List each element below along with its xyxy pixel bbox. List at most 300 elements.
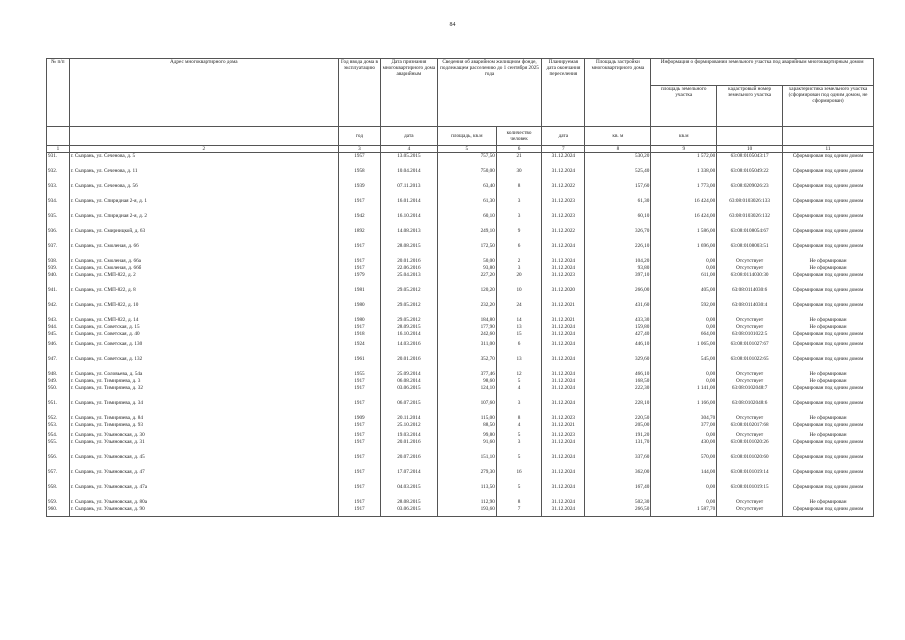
header-address: Адрес многоквартирного дома <box>69 59 338 127</box>
row-planned-date: 31.12.2024 <box>542 385 585 400</box>
row-planned-date: 31.12.2024 <box>542 400 585 415</box>
row-area: 50,00 <box>437 258 496 265</box>
row-cadastral: Отсутствует <box>717 415 783 422</box>
row-number: 960. <box>47 506 70 517</box>
row-recognition-date: 29.05.2012 <box>380 302 437 317</box>
row-land-area: 1 572,00 <box>651 153 717 169</box>
table-row <box>47 378 874 385</box>
row-number: 946. <box>47 341 70 356</box>
row-people: 12 <box>496 371 541 378</box>
emergency-housing-table <box>46 58 874 517</box>
row-year: 1917 <box>338 432 380 439</box>
row-address: г. Сызрань, ул. Спиридная 2-я, д. 2 <box>69 213 338 228</box>
row-year: 1980 <box>338 302 380 317</box>
row-cadastral: Отсутствует <box>717 324 783 331</box>
row-planned-date: 31.12.2024 <box>542 371 585 378</box>
unit-count: количество человек <box>496 127 541 146</box>
row-land-area: 545,00 <box>651 356 717 371</box>
row-characteristic: Сформирован под одним домом <box>783 243 874 258</box>
row-built-area: 157,60 <box>585 183 651 198</box>
row-characteristic: Сформирован под одним домом <box>783 168 874 183</box>
row-people: 13 <box>496 324 541 331</box>
row-characteristic: Не сформирован <box>783 378 874 385</box>
row-people: 4 <box>496 385 541 400</box>
row-number: 931. <box>47 153 70 169</box>
row-characteristic: Сформирован под одним домом <box>783 454 874 469</box>
row-recognition-date: 14.08.2013 <box>380 228 437 243</box>
row-number: 940. <box>47 272 70 287</box>
row-area: 115,00 <box>437 415 496 422</box>
row-built-area: 326,70 <box>585 228 651 243</box>
row-land-area: 1 338,00 <box>651 168 717 183</box>
unit-planned: дата <box>542 127 585 146</box>
row-cadastral: 63:08:0101020:60 <box>717 454 783 469</box>
row-area: 279,30 <box>437 469 496 484</box>
row-year: 1917 <box>338 469 380 484</box>
row-year: 1917 <box>338 484 380 499</box>
row-people: 14 <box>496 317 541 324</box>
row-built-area: 104,20 <box>585 258 651 265</box>
row-land-area: 377,00 <box>651 422 717 432</box>
row-number: 953. <box>47 422 70 432</box>
row-planned-date: 31.12.2022 <box>542 183 585 198</box>
row-planned-date: 31.12.2024 <box>542 378 585 385</box>
row-people: 5 <box>496 484 541 499</box>
row-address: г. Сызрань, ул. Советская, д. 132 <box>69 356 338 371</box>
row-recognition-date: 20.11.2014 <box>380 415 437 422</box>
row-planned-date: 31.12.2024 <box>542 168 585 183</box>
row-number: 950. <box>47 385 70 400</box>
row-address: г. Сызрань, ул. Тимирязева, д. 3 <box>69 378 338 385</box>
row-cadastral: 63:08:0101022:5 <box>717 331 783 341</box>
row-number: 936. <box>47 228 70 243</box>
table-row <box>47 331 874 341</box>
row-built-area: 530,20 <box>585 153 651 169</box>
row-characteristic: Сформирован под одним домом <box>783 439 874 454</box>
row-cadastral: Отсутствует <box>717 265 783 272</box>
row-recognition-date: 17.07.2014 <box>380 469 437 484</box>
row-built-area: 226,10 <box>585 243 651 258</box>
header-land-info: Информация о формировании земельного участка под аварийным многоквартирным домом <box>651 59 874 86</box>
row-land-area: 16 424,00 <box>651 198 717 213</box>
table-row <box>47 198 874 213</box>
row-address: г. Сызрань, ул. Тимирязева, д. 32 <box>69 385 338 400</box>
unit-num <box>47 127 70 146</box>
row-address: г. Сызрань, ул. Тимирязева, д. 34 <box>69 400 338 415</box>
row-number: 932. <box>47 168 70 183</box>
row-cadastral: 63:08:0101027:67 <box>717 341 783 356</box>
row-characteristic: Сформирован под одним домом <box>783 198 874 213</box>
row-area: 88,50 <box>437 422 496 432</box>
table-row <box>47 228 874 243</box>
row-land-area: 1 773,00 <box>651 183 717 198</box>
row-cadastral: Отсутствует <box>717 506 783 517</box>
row-area: 99,80 <box>437 432 496 439</box>
row-cadastral: 63:08:0102048:7 <box>717 385 783 400</box>
row-area: 750,00 <box>437 168 496 183</box>
row-address: г. Сызрань, ул. СМП-822, д. 14 <box>69 317 338 324</box>
row-area: 98,60 <box>437 378 496 385</box>
row-area: 107,60 <box>437 400 496 415</box>
row-built-area: 431,60 <box>585 302 651 317</box>
row-recognition-date: 10.04.2014 <box>380 168 437 183</box>
row-cadastral: 63:08:0105043:17 <box>717 153 783 169</box>
row-recognition-date: 20.07.2016 <box>380 454 437 469</box>
row-area: 249,10 <box>437 228 496 243</box>
row-planned-date: 31.12.2024 <box>542 454 585 469</box>
row-characteristic: Сформирован под одним домом <box>783 153 874 169</box>
row-characteristic: Сформирован под одним домом <box>783 287 874 302</box>
row-characteristic: Не сформирован <box>783 265 874 272</box>
row-built-area: 266,50 <box>585 506 651 517</box>
row-recognition-date: 20.01.2016 <box>380 439 437 454</box>
row-year: 1917 <box>338 422 380 432</box>
row-recognition-date: 07.11.2013 <box>380 183 437 198</box>
unit-cadastral <box>717 127 783 146</box>
table-row <box>47 272 874 287</box>
table-row <box>47 258 874 265</box>
col-number: 6 <box>496 146 541 153</box>
row-built-area: 337,60 <box>585 454 651 469</box>
row-address: г. Сызрань, ул. Сеченова, д. 56 <box>69 183 338 198</box>
unit-built: кв. м <box>585 127 651 146</box>
row-recognition-date: 28.08.2015 <box>380 499 437 506</box>
row-recognition-date: 16.01.2014 <box>380 198 437 213</box>
row-area: 113,50 <box>437 484 496 499</box>
row-planned-date: 31.12.2023 <box>542 272 585 287</box>
row-planned-date: 31.12.2024 <box>542 341 585 356</box>
row-land-area: 430,00 <box>651 439 717 454</box>
row-planned-date: 31.12.2024 <box>542 153 585 169</box>
table-row <box>47 153 874 169</box>
row-number: 949. <box>47 378 70 385</box>
row-address: г. Сызрань, ул. Ульяновская, д. 80а <box>69 499 338 506</box>
row-area: 60,10 <box>437 213 496 228</box>
row-planned-date: 31.12.2024 <box>542 265 585 272</box>
row-planned-date: 31.12.2021 <box>542 317 585 324</box>
row-people: 16 <box>496 469 541 484</box>
row-planned-date: 31.12.2024 <box>542 499 585 506</box>
row-people: 6 <box>496 341 541 356</box>
row-address: г. Сызрань, ул. Спиридная 2-я, д. 1 <box>69 198 338 213</box>
row-planned-date: 31.12.2024 <box>542 243 585 258</box>
row-recognition-date: 13.05.2015 <box>380 153 437 169</box>
row-planned-date: 31.12.2021 <box>542 302 585 317</box>
row-number: 958. <box>47 484 70 499</box>
header-emergency-fund: Сведения об аварийном жилищном фонде, подлежащем расселению до 1 сентября 2025 года <box>437 59 542 127</box>
row-land-area: 1 065,00 <box>651 341 717 356</box>
col-number: 4 <box>380 146 437 153</box>
row-characteristic: Сформирован под одним домом <box>783 272 874 287</box>
row-people: 5 <box>496 378 541 385</box>
row-people: 5 <box>496 454 541 469</box>
row-address: г. Сызрань, ул. Смирницкой, д. 63 <box>69 228 338 243</box>
row-number: 938. <box>47 258 70 265</box>
row-recognition-date: 04.03.2015 <box>380 484 437 499</box>
header-planned-date: Планируемая дата окончания переселения <box>542 59 585 127</box>
row-recognition-date: 06.07.2015 <box>380 400 437 415</box>
table-row <box>47 243 874 258</box>
row-area: 120,20 <box>437 287 496 302</box>
row-number: 942. <box>47 302 70 317</box>
row-recognition-date: 22.06.2016 <box>380 265 437 272</box>
row-address: г. Сызрань, ул. Ульяновская, д. 45 <box>69 454 338 469</box>
header-built-area: Площадь застройки многоквартирного дома <box>585 59 651 127</box>
row-year: 1958 <box>338 168 380 183</box>
row-number: 947. <box>47 356 70 371</box>
row-address: г. Сызрань, ул. СМП-822, д. 10 <box>69 302 338 317</box>
row-year: 1961 <box>338 356 380 371</box>
row-area: 193,60 <box>437 506 496 517</box>
row-characteristic: Не сформирован <box>783 324 874 331</box>
row-planned-date: 31.12.2024 <box>542 331 585 341</box>
table-row <box>47 385 874 400</box>
row-planned-date: 31.12.2024 <box>542 469 585 484</box>
row-characteristic: Сформирован под одним домом <box>783 356 874 371</box>
row-area: 61,30 <box>437 198 496 213</box>
row-people: 13 <box>496 356 541 371</box>
unit-date: дата <box>380 127 437 146</box>
row-cadastral: 63:08:0108003:51 <box>717 243 783 258</box>
header-num: № п/п <box>47 59 70 127</box>
row-built-area: 222,30 <box>585 385 651 400</box>
row-characteristic: Не сформирован <box>783 499 874 506</box>
table-row <box>47 432 874 439</box>
row-recognition-date: 03.06.2015 <box>380 385 437 400</box>
row-number: 952. <box>47 415 70 422</box>
row-people: 3 <box>496 400 541 415</box>
row-year: 1917 <box>338 439 380 454</box>
row-address: г. Сызрань, ул. Ульяновская, д. 30 <box>69 432 338 439</box>
row-address: г. Сызрань, ул. Смоленая, д. 66а <box>69 258 338 265</box>
row-land-area: 0,00 <box>651 371 717 378</box>
row-address: г. Сызрань, ул. Тимирязева, д. 93 <box>69 422 338 432</box>
row-year: 1917 <box>338 378 380 385</box>
row-cadastral: 63:08:0108054:67 <box>717 228 783 243</box>
row-cadastral: 63:08:0102017:68 <box>717 422 783 432</box>
row-area: 172,50 <box>437 243 496 258</box>
row-built-area: 266,00 <box>585 287 651 302</box>
row-cadastral: Отсутствует <box>717 432 783 439</box>
page-number: 84 <box>449 22 456 28</box>
row-land-area: 304,70 <box>651 415 717 422</box>
row-year: 1918 <box>338 331 380 341</box>
row-address: г. Сызрань, ул. Смоленая, д. 66 <box>69 243 338 258</box>
row-number: 937. <box>47 243 70 258</box>
row-characteristic: Сформирован под одним домом <box>783 341 874 356</box>
row-address: г. Сызрань, ул. Советская, д. 130 <box>69 341 338 356</box>
row-built-area: 466,10 <box>585 371 651 378</box>
row-built-area: 427,40 <box>585 331 651 341</box>
row-people: 3 <box>496 213 541 228</box>
row-address: г. Сызрань, ул. СМП-822, д. 2 <box>69 272 338 287</box>
row-recognition-date: 03.06.2015 <box>380 506 437 517</box>
row-year: 1980 <box>338 317 380 324</box>
unit-characteristic <box>783 127 874 146</box>
row-land-area: 1 141,00 <box>651 385 717 400</box>
table-row <box>47 454 874 469</box>
row-planned-date: 31.12.2023 <box>542 198 585 213</box>
row-people: 8 <box>496 415 541 422</box>
row-year: 1917 <box>338 506 380 517</box>
row-characteristic: Не сформирован <box>783 258 874 265</box>
row-cadastral: 63:08:0114030:30 <box>717 272 783 287</box>
row-number: 956. <box>47 454 70 469</box>
row-cadastral: 63:08:0101020:26 <box>717 439 783 454</box>
row-address: г. Сызрань, ул. Сеченова, д. 11 <box>69 168 338 183</box>
table-row <box>47 168 874 183</box>
row-address: г. Сызрань, ул. Советская, д. 40 <box>69 331 338 341</box>
row-cadastral: Отсутствует <box>717 371 783 378</box>
table-row <box>47 371 874 378</box>
row-planned-date: 31.12.2024 <box>542 439 585 454</box>
table-row <box>47 484 874 499</box>
row-people: 2 <box>496 258 541 265</box>
row-built-area: 502,30 <box>585 499 651 506</box>
row-cadastral: 63:08:0103026:132 <box>717 213 783 228</box>
row-recognition-date: 25.10.2012 <box>380 422 437 432</box>
row-built-area: 446,10 <box>585 341 651 356</box>
row-number: 935. <box>47 213 70 228</box>
row-recognition-date: 20.01.2016 <box>380 258 437 265</box>
row-characteristic: Сформирован под одним домом <box>783 213 874 228</box>
row-year: 1924 <box>338 341 380 356</box>
row-land-area: 0,00 <box>651 432 717 439</box>
row-number: 955. <box>47 439 70 454</box>
table-row <box>47 469 874 484</box>
unit-address <box>69 127 338 146</box>
row-area: 227,20 <box>437 272 496 287</box>
table-row <box>47 324 874 331</box>
row-number: 943. <box>47 317 70 324</box>
row-cadastral: Отсутствует <box>717 378 783 385</box>
row-recognition-date: 14.03.2016 <box>380 341 437 356</box>
row-people: 10 <box>496 287 541 302</box>
row-cadastral: 63:08:0103026:133 <box>717 198 783 213</box>
row-people: 15 <box>496 331 541 341</box>
row-planned-date: 31.12.2024 <box>542 484 585 499</box>
table-row <box>47 341 874 356</box>
row-built-area: 220,50 <box>585 415 651 422</box>
row-recognition-date: 29.05.2012 <box>380 287 437 302</box>
row-cadastral: Отсутствует <box>717 317 783 324</box>
row-cadastral: 63:08:0114030:4 <box>717 302 783 317</box>
row-area: 377,46 <box>437 371 496 378</box>
row-area: 93,80 <box>437 265 496 272</box>
row-year: 1942 <box>338 213 380 228</box>
row-area: 757,50 <box>437 153 496 169</box>
table-row <box>47 287 874 302</box>
row-year: 1909 <box>338 415 380 422</box>
row-land-area: 1 696,00 <box>651 243 717 258</box>
row-number: 933. <box>47 183 70 198</box>
header-characteristic: характеристика земельного участка (сформирован под одним домом, не сформирован) <box>783 86 874 127</box>
row-characteristic: Сформирован под одним домом <box>783 469 874 484</box>
col-number: 3 <box>338 146 380 153</box>
row-characteristic: Сформирован под одним домом <box>783 385 874 400</box>
row-cadastral: Отсутствует <box>717 258 783 265</box>
col-number: 8 <box>585 146 651 153</box>
row-area: 311,00 <box>437 341 496 356</box>
header-land-area: площадь земельного участка <box>651 86 717 127</box>
row-built-area: 329,60 <box>585 356 651 371</box>
row-address: г. Сызрань, ул. Смоленая, д. 66б <box>69 265 338 272</box>
row-land-area: 611,00 <box>651 272 717 287</box>
col-number: 11 <box>783 146 874 153</box>
col-number: 9 <box>651 146 717 153</box>
table-row <box>47 356 874 371</box>
row-area: 184,80 <box>437 317 496 324</box>
row-people: 20 <box>496 272 541 287</box>
row-land-area: 570,00 <box>651 454 717 469</box>
row-characteristic: Сформирован под одним домом <box>783 506 874 517</box>
table-row <box>47 265 874 272</box>
row-area: 352,70 <box>437 356 496 371</box>
row-planned-date: 31.12.2024 <box>542 258 585 265</box>
row-year: 1917 <box>338 400 380 415</box>
row-built-area: 362,00 <box>585 469 651 484</box>
row-people: 7 <box>496 506 541 517</box>
row-year: 1917 <box>338 198 380 213</box>
row-land-area: 0,00 <box>651 324 717 331</box>
table-row <box>47 422 874 432</box>
row-year: 1979 <box>338 272 380 287</box>
row-land-area: 0,00 <box>651 265 717 272</box>
row-cadastral: 63:08:0209026:23 <box>717 183 783 198</box>
row-built-area: 228,10 <box>585 400 651 415</box>
row-people: 6 <box>496 243 541 258</box>
row-characteristic: Сформирован под одним домом <box>783 183 874 198</box>
row-characteristic: Сформирован под одним домом <box>783 302 874 317</box>
row-year: 1955 <box>338 371 380 378</box>
row-year: 1917 <box>338 385 380 400</box>
col-number: 2 <box>69 146 338 153</box>
row-characteristic: Сформирован под одним домом <box>783 484 874 499</box>
row-area: 63,40 <box>437 183 496 198</box>
row-land-area: 0,00 <box>651 484 717 499</box>
row-land-area: 1 586,00 <box>651 228 717 243</box>
row-recognition-date: 06.08.2014 <box>380 378 437 385</box>
col-number: 1 <box>47 146 70 153</box>
row-number: 957. <box>47 469 70 484</box>
row-recognition-date: 16.10.2014 <box>380 331 437 341</box>
row-built-area: 159,80 <box>585 324 651 331</box>
col-number: 7 <box>542 146 585 153</box>
row-planned-date: 31.12.2021 <box>542 422 585 432</box>
row-planned-date: 31.12.2023 <box>542 213 585 228</box>
row-area: 242,60 <box>437 331 496 341</box>
table-row <box>47 183 874 198</box>
row-recognition-date: 20.01.2016 <box>380 356 437 371</box>
header-recognition-date: Дата признания многоквартирного дома аварийным <box>380 59 437 127</box>
row-land-area: 144,00 <box>651 469 717 484</box>
row-people: 8 <box>496 183 541 198</box>
table-row <box>47 506 874 517</box>
row-characteristic: Не сформирован <box>783 371 874 378</box>
row-built-area: 131,70 <box>585 439 651 454</box>
row-recognition-date: 25.04.2013 <box>380 272 437 287</box>
row-land-area: 1 166,00 <box>651 400 717 415</box>
row-year: 1892 <box>338 228 380 243</box>
row-number: 944. <box>47 324 70 331</box>
row-people: 3 <box>496 439 541 454</box>
row-planned-date: 31.12.2024 <box>542 356 585 371</box>
row-planned-date: 31.12.2022 <box>542 228 585 243</box>
row-year: 1917 <box>338 454 380 469</box>
table-row <box>47 302 874 317</box>
row-recognition-date: 28.09.2015 <box>380 324 437 331</box>
row-cadastral: 63:08:0114030:6 <box>717 287 783 302</box>
